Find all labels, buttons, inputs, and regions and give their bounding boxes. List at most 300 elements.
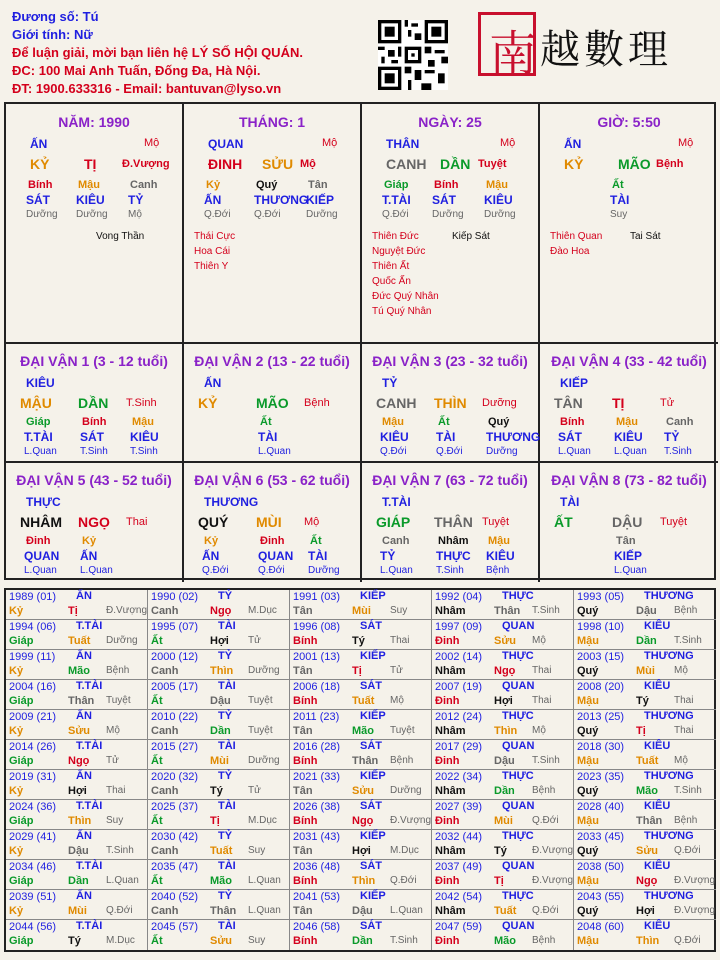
hidden-stem: Canh — [666, 416, 694, 428]
pillar-title: GIỜ: 5:50 — [597, 114, 661, 130]
year-ten-god: T.TÀI — [76, 860, 103, 872]
year-cell — [148, 890, 290, 920]
year-state: Thai — [390, 635, 410, 646]
year-cell — [6, 620, 148, 650]
year-ten-god: TÀI — [218, 920, 236, 932]
year-label: 1989 (01) — [9, 591, 57, 603]
hidden-state: L.Quan — [24, 446, 57, 457]
year-label: 2008 (20) — [577, 681, 625, 693]
owner-gender: Giới tính: Nữ — [12, 27, 93, 42]
hidden-stem: Đinh — [26, 535, 51, 547]
year-branch: Thân — [210, 905, 237, 917]
year-cell — [290, 680, 432, 710]
year-cell — [290, 890, 432, 920]
year-state: Bệnh — [106, 665, 130, 676]
year-cell — [290, 650, 432, 680]
year-cell — [6, 710, 148, 740]
year-label: 1993 (05) — [577, 591, 625, 603]
year-state: Tuyệt — [248, 695, 273, 706]
year-ten-god: TỶ — [218, 770, 233, 782]
year-stem: Đinh — [435, 755, 460, 767]
year-cell — [6, 920, 148, 950]
year-branch: Thân — [352, 755, 379, 767]
hidden-stem: Giáp — [26, 416, 51, 428]
year-stem: Canh — [151, 725, 179, 737]
year-label: 1998 (10) — [577, 621, 625, 633]
year-state: Q.Đới — [674, 845, 701, 856]
major-luck-cell — [362, 463, 540, 582]
year-branch: Tị — [636, 725, 646, 737]
year-label: 2029 (41) — [9, 831, 57, 843]
year-state: Thai — [674, 725, 694, 736]
year-state: Bệnh — [674, 815, 698, 826]
hidden-state: L.Quan — [614, 446, 647, 457]
shen-sha: Tú Quý Nhân — [372, 306, 432, 317]
hidden-ten-god: QUAN — [258, 549, 294, 563]
hidden-ten-god: TÀI — [610, 193, 630, 207]
year-cell — [432, 590, 574, 620]
hidden-stem: Bính — [82, 416, 107, 428]
year-stem: Mậu — [577, 755, 599, 767]
pillar-title: NĂM: 1990 — [58, 114, 130, 130]
year-state: Dưỡng — [248, 665, 280, 676]
year-state: Q.Đới — [674, 935, 701, 946]
year-cell — [6, 770, 148, 800]
major-luck-stem: CANH — [376, 395, 417, 411]
year-cell — [432, 650, 574, 680]
year-ten-god: QUAN — [502, 800, 535, 812]
qr-code-icon — [378, 20, 448, 90]
year-stem: Nhâm — [435, 665, 466, 677]
hidden-state: Dưỡng — [432, 209, 464, 220]
year-branch: Tý — [352, 635, 365, 647]
year-ten-god: TÀI — [218, 800, 236, 812]
year-ten-god: KIẾP — [360, 830, 386, 842]
major-luck-state: Tuyệt — [482, 516, 510, 528]
year-label: 2027 (39) — [435, 801, 483, 813]
year-state: Mộ — [674, 665, 688, 676]
year-branch: Mùi — [68, 905, 87, 917]
year-label: 2010 (22) — [151, 711, 199, 723]
year-ten-god: QUAN — [502, 740, 535, 752]
year-stem: Quý — [577, 905, 599, 917]
hidden-ten-god: TÀI — [258, 430, 278, 444]
hidden-ten-god: ẤN — [204, 193, 222, 207]
year-branch: Mùi — [494, 815, 513, 827]
owner-name: Đương số: Tú — [12, 9, 99, 24]
hidden-stem: Tân — [308, 179, 328, 191]
year-branch: Tị — [210, 815, 220, 827]
year-state: Mộ — [106, 725, 120, 736]
year-stem: Tân — [293, 785, 313, 797]
pillar-cell — [184, 104, 362, 344]
hidden-state: Mộ — [128, 209, 142, 220]
year-stem: Giáp — [9, 935, 34, 947]
year-label: 1994 (06) — [9, 621, 57, 633]
year-label: 2041 (53) — [293, 891, 341, 903]
pillar-branch: MÃO — [618, 156, 651, 172]
year-ten-god: KIẾP — [360, 590, 386, 602]
year-state: Đ.Vượng — [532, 845, 574, 856]
year-state: T.Sinh — [390, 935, 418, 946]
hidden-state: L.Quan — [380, 565, 413, 576]
major-luck-state: T.Sinh — [126, 397, 157, 409]
year-ten-god: TÀI — [218, 860, 236, 872]
hidden-stem: Mậu — [132, 416, 154, 428]
year-branch: Dậu — [210, 695, 231, 707]
year-label: 2015 (27) — [151, 741, 199, 753]
year-stem: Canh — [151, 665, 179, 677]
year-ten-god: KIÊU — [644, 680, 671, 692]
year-stem: Quý — [577, 785, 599, 797]
year-state: Bệnh — [390, 755, 414, 766]
year-cell — [574, 800, 716, 830]
major-luck-state: Dưỡng — [482, 397, 517, 409]
hidden-stem: Canh — [382, 535, 410, 547]
year-label: 2002 (14) — [435, 651, 483, 663]
major-luck-title: ĐẠI VẬN 6 (53 - 62 tuổi) — [194, 472, 350, 488]
pillar-stem: ĐINH — [208, 156, 243, 172]
year-ten-god: KIÊU — [644, 740, 671, 752]
hidden-state: Q.Đới — [380, 446, 407, 457]
year-state: T.Sinh — [674, 635, 702, 646]
year-stem: Bính — [293, 635, 318, 647]
major-luck-ten-god: TỶ — [382, 376, 398, 390]
hidden-ten-god: ẤN — [202, 549, 220, 563]
year-label: 2040 (52) — [151, 891, 199, 903]
year-ten-god: TỶ — [218, 650, 233, 662]
hidden-state: Q.Đới — [254, 209, 281, 220]
hidden-state: Dưỡng — [26, 209, 58, 220]
year-cell — [148, 740, 290, 770]
year-label: 1997 (09) — [435, 621, 483, 633]
hidden-stem: Kỷ — [206, 179, 221, 191]
hidden-ten-god: SÁT — [558, 430, 582, 444]
major-luck-branch: MÃO — [256, 395, 289, 411]
year-ten-god: KIÊU — [644, 620, 671, 632]
year-label: 2036 (48) — [293, 861, 341, 873]
year-stem: Mậu — [577, 935, 599, 947]
year-branch: Dậu — [68, 845, 89, 857]
year-state: Đ.Vượng — [532, 875, 574, 886]
pillar-branch: TỊ — [84, 156, 97, 172]
year-branch: Dần — [210, 725, 231, 737]
year-cell — [148, 770, 290, 800]
year-label: 2018 (30) — [577, 741, 625, 753]
year-label: 2000 (12) — [151, 651, 199, 663]
year-stem: Canh — [151, 905, 179, 917]
year-cell — [148, 590, 290, 620]
year-stem: Quý — [577, 845, 599, 857]
year-ten-god: ẤN — [76, 650, 92, 662]
year-cell — [148, 800, 290, 830]
year-stem: Đinh — [435, 875, 460, 887]
year-stem: Đinh — [435, 935, 460, 947]
year-cell — [574, 620, 716, 650]
hidden-ten-god: ẤN — [80, 549, 98, 563]
year-branch: Thân — [494, 605, 521, 617]
year-cell — [432, 890, 574, 920]
hidden-stem: Bính — [28, 179, 53, 191]
shen-sha: Quốc Ấn — [372, 276, 411, 287]
year-cell — [148, 860, 290, 890]
hidden-stem: Bính — [560, 416, 585, 428]
year-ten-god: THỰC — [502, 650, 534, 662]
year-label: 2019 (31) — [9, 771, 57, 783]
year-label: 1996 (08) — [293, 621, 341, 633]
year-stem: Tân — [293, 905, 313, 917]
year-state: L.Quan — [248, 905, 281, 916]
year-stem: Giáp — [9, 695, 34, 707]
year-label: 2012 (24) — [435, 711, 483, 723]
pillars-grid — [4, 102, 716, 580]
year-branch: Dậu — [636, 605, 657, 617]
year-label: 2021 (33) — [293, 771, 341, 783]
major-luck-branch: THÂN — [434, 514, 473, 530]
hidden-state: Q.Đới — [436, 446, 463, 457]
pillar-state: Đ.Vượng — [122, 158, 170, 170]
year-cell — [574, 590, 716, 620]
pillar-ten-god-right: Mộ — [322, 137, 338, 149]
year-cell — [290, 830, 432, 860]
year-state: Mộ — [532, 635, 546, 646]
hidden-ten-god: KIÊU — [614, 430, 643, 444]
year-label: 1990 (02) — [151, 591, 199, 603]
year-label: 2045 (57) — [151, 921, 199, 933]
year-branch: Ngọ — [636, 875, 658, 887]
year-branch: Mão — [210, 875, 232, 887]
year-ten-god: T.TÀI — [76, 800, 103, 812]
year-stem: Tân — [293, 845, 313, 857]
major-luck-branch: MÙI — [256, 514, 282, 530]
year-cell — [290, 800, 432, 830]
year-state: Thai — [674, 695, 694, 706]
major-luck-title: ĐẠI VẬN 4 (33 - 42 tuổi) — [551, 353, 707, 369]
year-stem: Kỷ — [9, 605, 24, 617]
year-branch: Thìn — [68, 815, 92, 827]
year-label: 2022 (34) — [435, 771, 483, 783]
year-ten-god: ẤN — [76, 710, 92, 722]
contact-address: ĐC: 100 Mai Anh Tuấn, Đống Đa, Hà Nội. — [12, 63, 261, 78]
year-cell — [148, 830, 290, 860]
major-luck-title: ĐẠI VẬN 7 (63 - 72 tuổi) — [372, 472, 528, 488]
hidden-ten-god: SÁT — [432, 193, 456, 207]
year-branch: Tý — [636, 695, 649, 707]
year-branch: Tý — [494, 845, 507, 857]
major-luck-state: Thai — [126, 516, 148, 528]
year-cell — [148, 680, 290, 710]
major-luck-stem: NHÂM — [20, 514, 62, 530]
year-cell — [6, 650, 148, 680]
year-ten-god: SÁT — [360, 620, 382, 632]
hidden-ten-god: THỰC — [436, 549, 471, 563]
year-state: Suy — [248, 845, 266, 856]
major-luck-title: ĐẠI VẬN 1 (3 - 12 tuổi) — [20, 353, 168, 369]
year-label: 2028 (40) — [577, 801, 625, 813]
major-luck-branch: DẦN — [78, 395, 109, 411]
major-luck-state: Tử — [660, 397, 675, 409]
year-branch: Sửu — [352, 785, 375, 797]
year-stem: Mậu — [577, 815, 599, 827]
year-cell — [574, 890, 716, 920]
hidden-ten-god: KIÊU — [486, 549, 515, 563]
hidden-stem: Mậu — [488, 535, 510, 547]
year-label: 1999 (11) — [9, 651, 56, 663]
hidden-stem: Kỷ — [204, 535, 219, 547]
year-ten-god: ẤN — [76, 890, 92, 902]
year-label: 2017 (29) — [435, 741, 483, 753]
year-branch: Dậu — [352, 905, 373, 917]
year-branch: Sửu — [210, 935, 233, 947]
year-cell — [290, 740, 432, 770]
hidden-state: Dưỡng — [486, 446, 518, 457]
year-ten-god: THỰC — [502, 770, 534, 782]
year-ten-god: T.TÀI — [76, 680, 103, 692]
year-label: 2030 (42) — [151, 831, 199, 843]
year-stem: Ất — [151, 695, 163, 707]
year-ten-god: TÀI — [218, 620, 236, 632]
year-ten-god: KIÊU — [644, 920, 671, 932]
annual-luck-table — [4, 588, 716, 952]
year-stem: Quý — [577, 725, 599, 737]
year-branch: Tuất — [352, 695, 375, 707]
hidden-stem: Giáp — [384, 179, 409, 191]
hidden-stem: Ất — [438, 416, 450, 428]
year-ten-god: THƯƠNG — [644, 710, 694, 722]
year-state: Suy — [390, 605, 408, 616]
year-branch: Thân — [636, 815, 663, 827]
year-branch: Sửu — [68, 725, 91, 737]
year-branch: Tý — [68, 935, 81, 947]
year-cell — [148, 710, 290, 740]
major-luck-stem: GIÁP — [376, 514, 411, 530]
year-stem: Nhâm — [435, 725, 466, 737]
year-state: Tuyệt — [390, 725, 415, 736]
year-branch: Tý — [210, 785, 223, 797]
year-label: 2047 (59) — [435, 921, 483, 933]
pillar-ten-god-right: Mộ — [144, 137, 160, 149]
year-ten-god: T.TÀI — [76, 740, 103, 752]
year-ten-god: TỶ — [218, 830, 233, 842]
year-ten-god: KIÊU — [644, 800, 671, 812]
year-branch: Sửu — [636, 845, 659, 857]
hidden-state: T.Sinh — [80, 446, 108, 457]
pillar-title: NGÀY: 25 — [418, 114, 482, 130]
year-cell — [432, 680, 574, 710]
year-state: T.Sinh — [106, 845, 134, 856]
year-stem: Kỷ — [9, 845, 24, 857]
year-label: 2044 (56) — [9, 921, 57, 933]
year-ten-god: TỶ — [218, 710, 233, 722]
year-cell — [290, 770, 432, 800]
year-branch: Mùi — [352, 605, 371, 617]
year-stem: Đinh — [435, 815, 460, 827]
pillar-cell — [362, 104, 540, 344]
year-stem: Mậu — [577, 635, 599, 647]
major-luck-cell — [540, 344, 718, 463]
year-state: Đ.Vượng — [390, 815, 432, 826]
hidden-ten-god: TÀI — [436, 430, 456, 444]
hidden-state: T.Sinh — [664, 446, 692, 457]
year-cell — [574, 860, 716, 890]
major-luck-title: ĐẠI VẬN 2 (13 - 22 tuổi) — [194, 353, 350, 369]
major-luck-title: ĐẠI VẬN 5 (43 - 52 tuổi) — [16, 472, 172, 488]
brand-title: 越數理 — [540, 27, 672, 73]
year-branch: Hợi — [68, 785, 87, 797]
hidden-state: Dưỡng — [308, 565, 340, 576]
year-label: 2011 (23) — [293, 711, 340, 723]
owner-info — [12, 8, 303, 98]
year-stem: Ất — [151, 935, 163, 947]
year-label: 2039 (51) — [9, 891, 57, 903]
year-ten-god: KIẾP — [360, 770, 386, 782]
hidden-state: Dưỡng — [306, 209, 338, 220]
year-branch: Thân — [68, 695, 95, 707]
year-stem: Kỷ — [9, 785, 24, 797]
year-state: Tử — [248, 635, 261, 646]
major-luck-branch: TỊ — [612, 395, 625, 411]
year-stem: Tân — [293, 665, 313, 677]
year-label: 1991 (03) — [293, 591, 341, 603]
year-ten-god: THỰC — [502, 830, 534, 842]
pillar-ten-god: THÂN — [386, 137, 420, 151]
year-state: Đ.Vượng — [106, 605, 148, 616]
year-ten-god: KIÊU — [644, 860, 671, 872]
year-stem: Bính — [293, 875, 318, 887]
year-stem: Bính — [293, 695, 318, 707]
hidden-state: L.Quan — [24, 565, 57, 576]
year-stem: Canh — [151, 785, 179, 797]
year-cell — [574, 740, 716, 770]
year-label: 2020 (32) — [151, 771, 199, 783]
year-state: Suy — [248, 935, 266, 946]
major-luck-ten-god: THỰC — [26, 495, 61, 509]
year-ten-god: THƯƠNG — [644, 590, 694, 602]
year-cell — [574, 680, 716, 710]
year-ten-god: T.TÀI — [76, 620, 103, 632]
hidden-stem: Mậu — [486, 179, 508, 191]
year-cell — [148, 620, 290, 650]
seal-icon — [478, 12, 538, 82]
hidden-stem: Ất — [612, 179, 624, 191]
year-label: 2013 (25) — [577, 711, 625, 723]
year-label: 2033 (45) — [577, 831, 625, 843]
year-branch: Tuất — [210, 845, 233, 857]
hidden-state: T.Sinh — [436, 565, 464, 576]
year-state: L.Quan — [390, 905, 423, 916]
pillar-branch: DẦN — [440, 156, 471, 172]
year-ten-god: ẤN — [76, 830, 92, 842]
pillar-title: THÁNG: 1 — [238, 114, 306, 130]
year-state: Tuyệt — [248, 725, 273, 736]
hidden-state: Dưỡng — [76, 209, 108, 220]
year-stem: Nhâm — [435, 845, 466, 857]
year-branch: Hợi — [494, 695, 513, 707]
year-branch: Thìn — [210, 665, 234, 677]
year-branch: Dần — [352, 935, 373, 947]
year-state: T.Sinh — [532, 755, 560, 766]
year-cell — [148, 920, 290, 950]
year-state: L.Quan — [106, 875, 139, 886]
hidden-state: L.Quan — [258, 446, 291, 457]
pillar-stem: KỶ — [564, 156, 584, 172]
year-label: 2042 (54) — [435, 891, 483, 903]
year-state: Thai — [106, 785, 126, 796]
year-label: 1995 (07) — [151, 621, 199, 633]
year-label: 2003 (15) — [577, 651, 625, 663]
year-ten-god: TÀI — [218, 740, 236, 752]
shen-sha-right: Tai Sát — [630, 231, 661, 242]
